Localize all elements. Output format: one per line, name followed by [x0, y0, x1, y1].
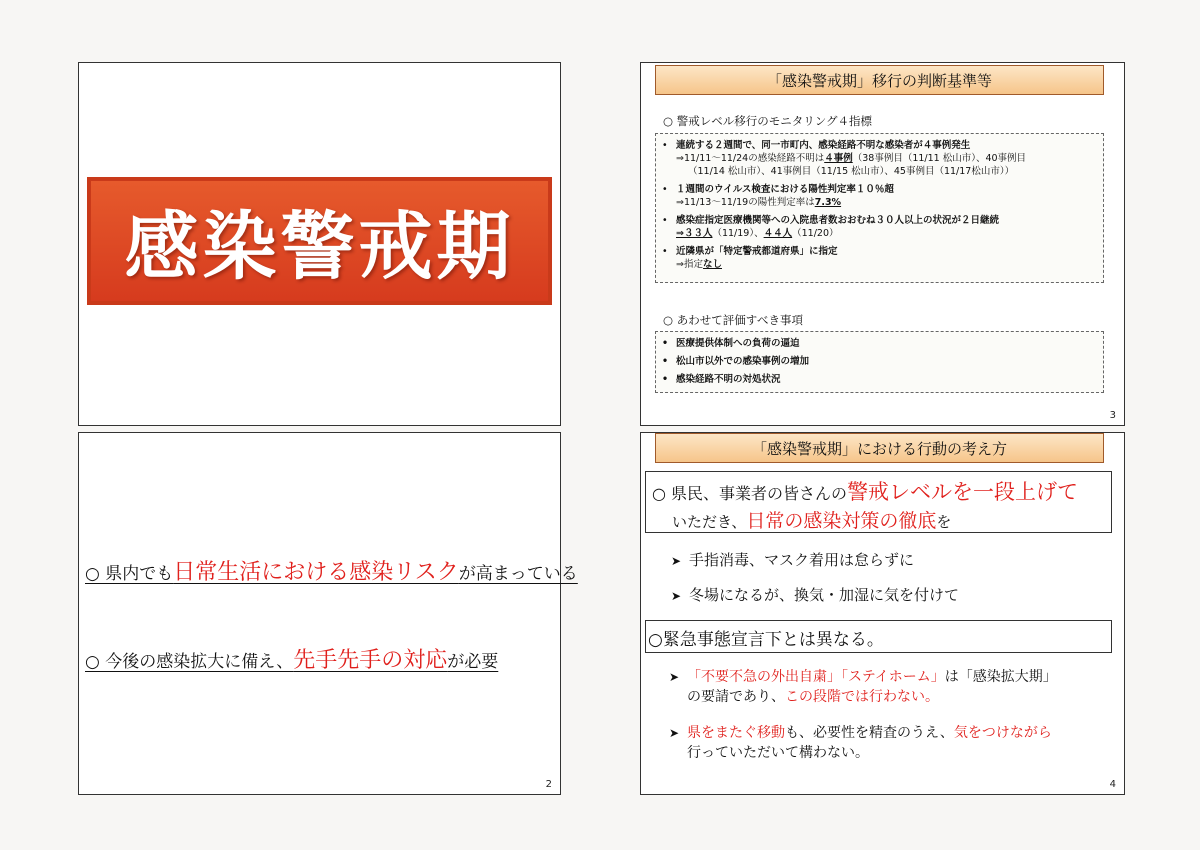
section-title-monitoring: ○ 警戒レベル移行のモニタリング４指標 [663, 114, 872, 128]
alert-line-2 [672, 506, 951, 533]
risk-prefix: ○ 県内でも [85, 564, 174, 584]
monitoring-box [655, 133, 1104, 283]
alert-line-1 [652, 476, 1078, 506]
slide-3 [640, 62, 1125, 426]
item-value: 7.3% [814, 197, 842, 208]
bullet-highlight: この段階では行わない。 [785, 689, 939, 705]
slide-2 [78, 432, 578, 795]
item-detail: ⇒指定 [676, 259, 703, 270]
arrow-icon: ➤ [669, 670, 680, 684]
list-item [656, 183, 1103, 209]
risk-suffix: が高まっている [458, 564, 578, 584]
bullet-stay-home [669, 667, 1057, 707]
page-number: 4 [1109, 779, 1116, 790]
alert-text: いただき、 [672, 513, 747, 531]
response-highlight: 先手先手の対応 [293, 648, 448, 673]
list-item: • 感染経路不明の対処状況 [656, 373, 1103, 386]
bullet-text: の要請であり、 [687, 689, 785, 705]
item-detail: ⇒11/11～11/24の感染経路不明は [676, 153, 825, 164]
slide-header: 「感染警戒期」における行動の考え方 [655, 433, 1104, 463]
page-number: 2 [545, 779, 552, 790]
bullet-highlight: 県をまたぐ移動 [687, 725, 785, 741]
item-detail: ⇒11/13～11/19の陽性判定率は [676, 197, 815, 208]
alert-highlight: 日常の感染対策の徹底 [746, 510, 937, 532]
item-value: なし [702, 259, 722, 270]
item-lead: • 感染症指定医療機関等への入院患者数おおむね３０人以上の状況が２日継続 [676, 215, 1000, 226]
list-item [656, 245, 1103, 271]
list-item: • 松山市以外での感染事例の増加 [656, 355, 1103, 368]
item-lead: • １週間のウイルス検査における陽性判定率１０％超 [676, 184, 894, 195]
bullet-text: も、必要性を精査のうえ、 [785, 725, 954, 741]
bullet-highlight: 「不要不急の外出自粛」「ステイホーム」 [687, 669, 945, 685]
arrow-icon: ➤ [671, 554, 682, 568]
response-statement [85, 643, 554, 674]
arrow-icon: ➤ [669, 726, 680, 740]
evaluation-box [655, 331, 1104, 393]
response-suffix: が必要 [447, 652, 499, 672]
bullet-ventilation [671, 584, 959, 605]
slide-1 [78, 62, 561, 426]
slide-header: 「感染警戒期」移行の判断基準等 [655, 65, 1104, 95]
list-item [656, 139, 1103, 178]
page-number: 3 [1109, 410, 1116, 421]
alert-text: ○ 県民、事業者の皆さんの [652, 484, 848, 503]
alert-box [645, 471, 1112, 533]
item-lead: • 近隣県が「特定警戒都道府県」に指定 [676, 246, 838, 257]
alert-text: を [936, 513, 952, 531]
title-banner [87, 177, 552, 305]
arrow-icon: ➤ [671, 589, 682, 603]
emergency-box [645, 620, 1112, 653]
bullet-highlight: 気をつけながら [953, 725, 1052, 741]
risk-highlight: 日常生活における感染リスク [173, 560, 459, 585]
emergency-text: ○緊急事態宣言下とは異なる。 [648, 630, 884, 650]
bullet-travel [669, 723, 1052, 763]
bullet-text: は「感染拡大期」 [944, 669, 1057, 685]
response-prefix: ○ 今後の感染拡大に備え、 [85, 652, 294, 672]
bullet-text: 手指消毒、マスク着用は怠らずに [689, 551, 915, 569]
item-lead: • 連続する２週間で、同一市町内、感染経路不明な感染者が４事例発生 [676, 140, 971, 151]
item-detail: （11/19）、 [712, 228, 764, 239]
bullet-hand-hygiene [671, 549, 914, 570]
item-detail: （11/14 松山市）、41事例目（11/15 松山市）、45事例目（11/17松山市）） [688, 166, 1015, 177]
item-value: ４事例 [824, 153, 853, 164]
slide-4 [640, 432, 1125, 795]
section-title-evaluation: ○ あわせて評価すべき事項 [663, 313, 803, 327]
list-item: • 医療提供体制への負荷の逼迫 [656, 337, 1103, 350]
item-detail: （11/20） [792, 228, 839, 239]
bullet-text: 冬場になるが、換気・加湿に気を付けて [689, 586, 960, 604]
risk-statement [85, 555, 578, 586]
title-text: 感染警戒期 [124, 204, 515, 290]
item-value: ４４人 [763, 228, 793, 239]
item-detail: （38事例目（11/11 松山市）、40事例目 [852, 153, 1027, 164]
alert-highlight: 警戒レベルを一段上げて [847, 480, 1079, 504]
list-item [656, 214, 1103, 240]
item-value: ⇒３３人 [676, 228, 713, 239]
bullet-text: 行っていただいて構わない。 [687, 745, 869, 761]
